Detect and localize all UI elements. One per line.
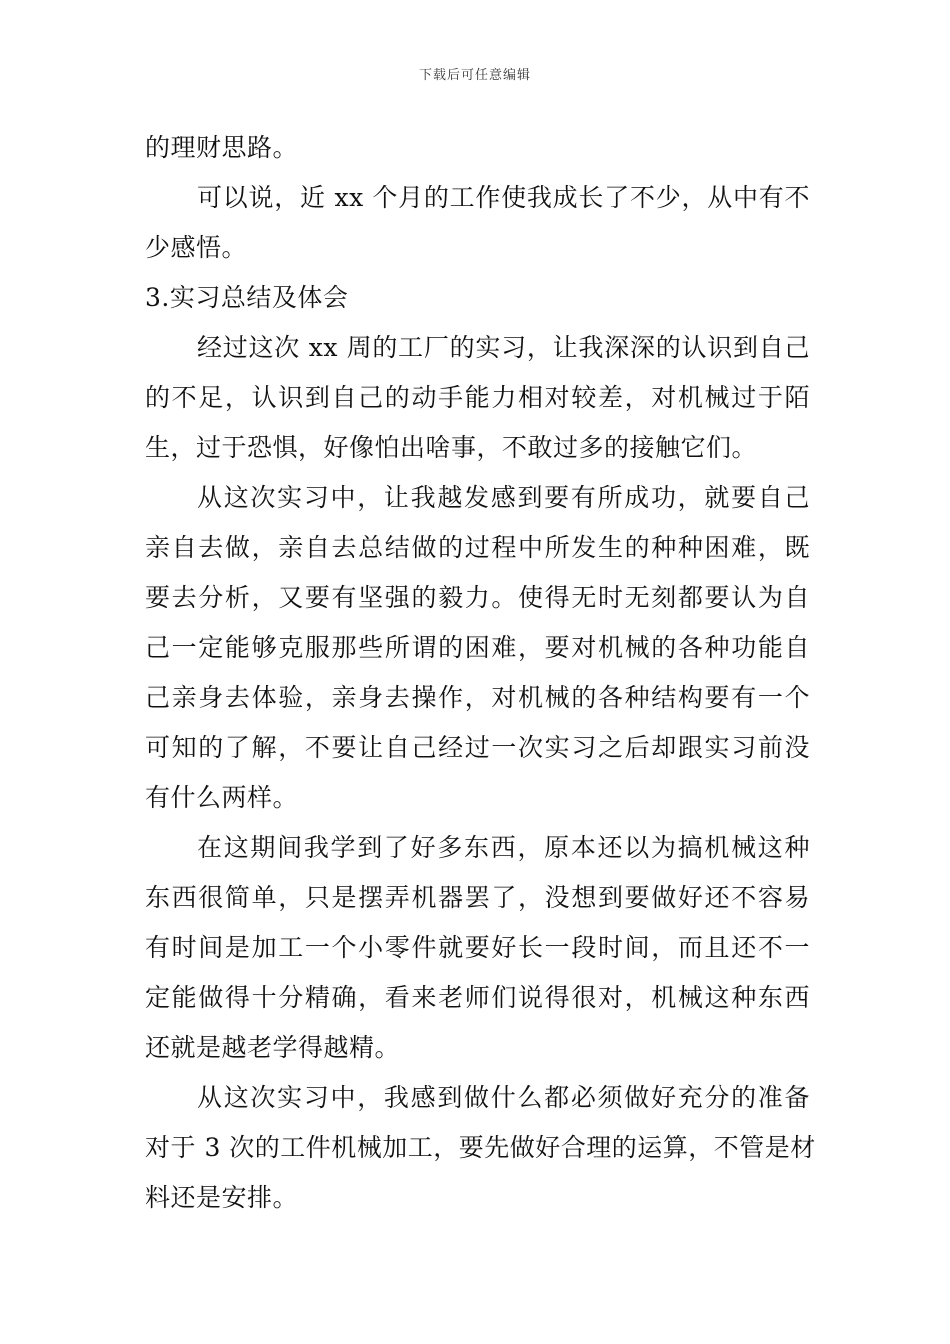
text-line: 可以说，近 xx 个月的工作使我成长了不少，从中有不 <box>197 183 810 212</box>
text-line: 对于 3 次的工件机械加工，要先做好合理的运算，不管是材 <box>145 1133 816 1162</box>
text-line: 少感悟。 <box>145 233 248 262</box>
section-heading: 3.实习总结及体会 <box>145 283 349 312</box>
text-line: 己亲身去体验，亲身去操作，对机械的各种结构要有一个 <box>145 683 810 712</box>
text-line: 己一定能够克服那些所谓的困难，要对机械的各种功能自 <box>145 633 810 662</box>
text-line: 定能做得十分精确，看来老师们说得很对，机械这种东西 <box>145 983 810 1012</box>
page-header-note: 下载后可任意编辑 <box>418 68 531 83</box>
text-line: 有什么两样。 <box>145 783 299 812</box>
text-line: 可知的了解，不要让自己经过一次实习之后却跟实习前没 <box>145 733 810 762</box>
text-line: 东西很简单，只是摆弄机器罢了，没想到要做好还不容易 <box>145 883 810 912</box>
text-line: 的不足，认识到自己的动手能力相对较差，对机械过于陌 <box>145 383 810 412</box>
text-line: 生，过于恐惧，好像怕出啥事，不敢过多的接触它们。 <box>145 433 758 462</box>
text-line: 要去分析，又要有坚强的毅力。使得无时无刻都要认为自 <box>145 583 810 612</box>
text-line: 料还是安排。 <box>145 1183 299 1212</box>
text-line: 经过这次 xx 周的工厂的实习，让我深深的认识到自己 <box>197 333 810 362</box>
text-line: 亲自去做，亲自去总结做的过程中所发生的种种困难，既 <box>145 533 810 562</box>
text-line: 从这次实习中，让我越发感到要有所成功，就要自己 <box>197 483 810 512</box>
text-line: 有时间是加工一个小零件就要好长一段时间，而且还不一 <box>145 933 810 962</box>
text-line: 在这期间我学到了好多东西，原本还以为搞机械这种 <box>197 833 810 862</box>
text-line: 从这次实习中，我感到做什么都必须做好充分的准备 <box>197 1083 810 1112</box>
text-line: 的理财思路。 <box>145 133 299 162</box>
text-line: 还就是越老学得越精。 <box>145 1033 401 1062</box>
